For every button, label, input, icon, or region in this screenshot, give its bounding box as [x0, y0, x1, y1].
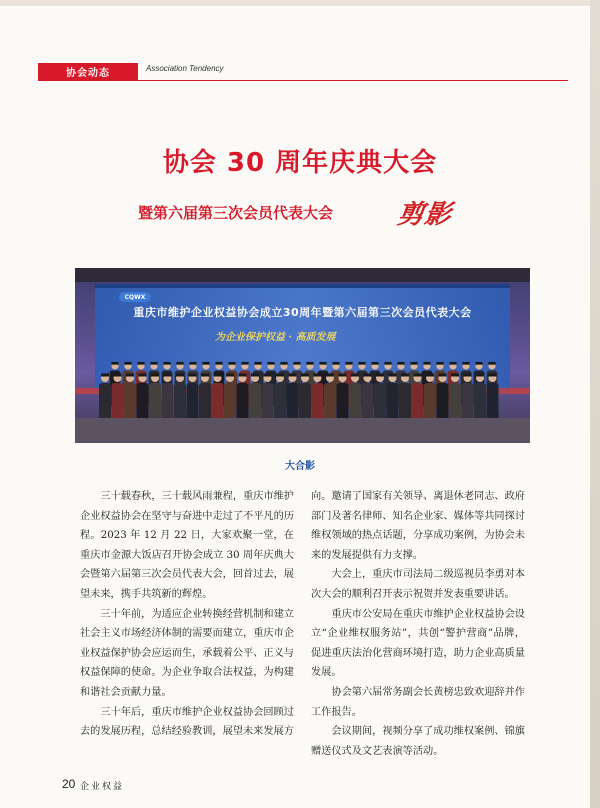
publication-name: 企业权益 — [80, 782, 125, 792]
paragraph: 会议期间，视频分享了成功维权案例、锦旗赠送仪式及文艺表演等活动。 — [311, 726, 525, 757]
photo-caption: 大合影 — [285, 461, 315, 472]
event-logo: CQWX — [119, 292, 151, 302]
article-subtitle: 暨第六届第三次会员代表大会 — [138, 204, 334, 222]
paragraph: 向。邀请了国家有关领导、离退休老同志、政府部门及著名律师、知名企业家、媒体等共同探讨维权领域的热点话题，分享成功案例，为协会未来的发展提供有力支撑。 — [311, 491, 525, 561]
paragraph: 大会上，重庆市司法局二级巡视员李勇对本次大会的顺利召开表示祝贺并发表重要讲话。 — [311, 569, 525, 600]
section-tag-english: Association Tendency — [146, 64, 224, 73]
article-title: 协会 30 周年庆典大会 — [162, 148, 438, 178]
section-tag: 协会动态 — [38, 63, 138, 80]
paragraph: 重庆市公安局在重庆市维护企业权益协会设立“企业维权服务站”，共创“警护营商”品牌，促进重庆法治化营商环境打造，助力企业高质量发展。 — [311, 608, 525, 679]
page-number: 20 — [62, 777, 76, 791]
paragraph: 三十年后，重庆市维护企业权益协会回顾过去的发展历程，总结经验教训，展望未来发展方 — [80, 706, 294, 738]
article-column-right — [311, 487, 525, 761]
title-calligraphy: 剪影 — [395, 200, 454, 230]
page-side-strip — [590, 0, 600, 808]
crowd-figures — [75, 268, 530, 443]
floor — [75, 418, 530, 443]
photo-person — [99, 374, 111, 424]
paragraph: 三十载春秋，三十载风雨兼程，重庆市维护企业权益协会在坚守与奋进中走过了不平凡的历程。2023 年 12 月 22 日，大家欢聚一堂，在重庆市金源大饭店召开协会成立 30 周年庆典大会暨第六届第三次会员代表大会，回首过去，展望未来，携手共筑新的辉煌。 — [80, 491, 294, 600]
page-top-edge — [0, 0, 600, 6]
header-rule — [38, 80, 568, 81]
paragraph: 协会第六届常务副会长黄榜忠致欢迎辞并作工作报告。 — [311, 686, 525, 718]
stage-slogan: 为企业保护权益 · 高质发展 — [215, 332, 336, 343]
group-photo — [75, 268, 530, 443]
stage-banner: 重庆市维护企业权益协会成立30周年暨第六届第三次会员代表大会 — [133, 306, 472, 319]
article-column-left — [80, 487, 294, 742]
paragraph: 三十年前，为适应企业转换经营机制和建立社会主义市场经济体制的需要而建立，重庆市企业权益保护协会应运而生，承载着公平、正义与权益保障的使命。为企业争取合法权益，为构建和谐社会贡献力量。 — [80, 608, 294, 698]
